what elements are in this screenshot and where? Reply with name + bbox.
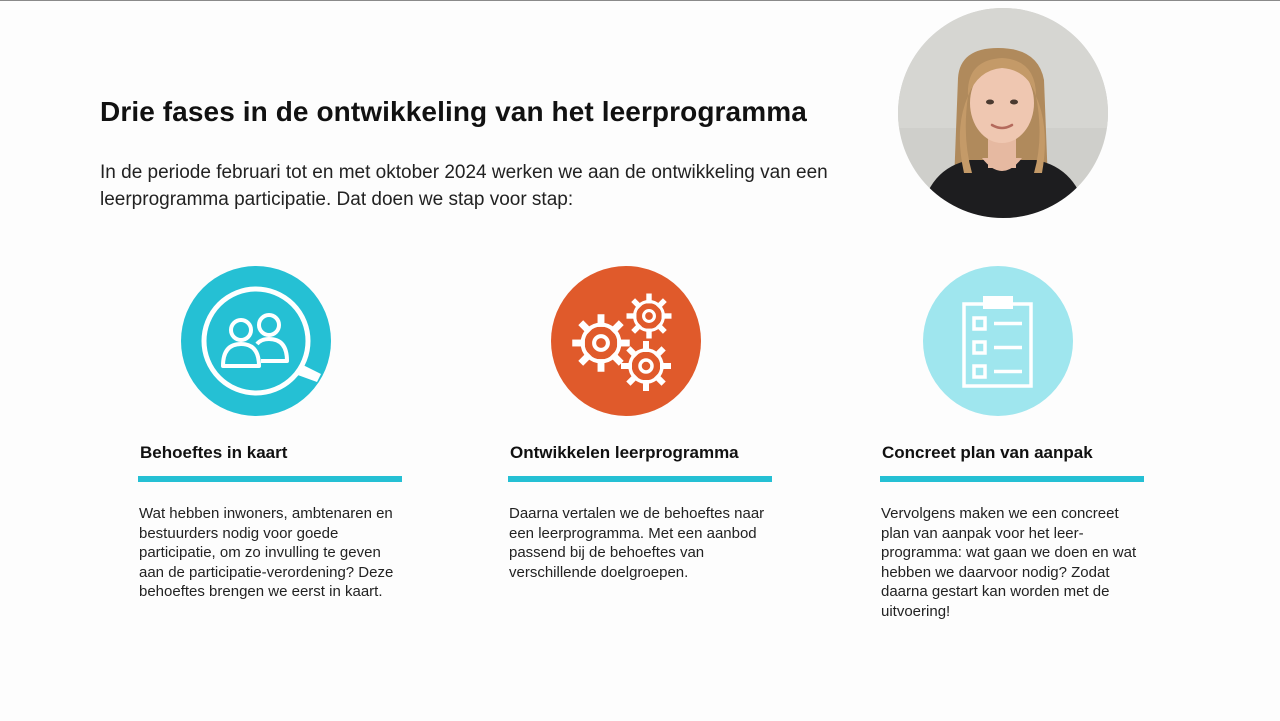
phase-card-2 [508, 266, 772, 636]
phase-description: Wat hebben inwoners, ambtenaren en bestuurders nodig voor goede participatie, om zo invulling te geven aan de participatie-verordening? Deze behoeftes brengen we eerst in kaart. [139, 505, 394, 600]
phase-description: Daarna vertalen we de behoeftes naar een leerprogramma. Met een aanbod passend bij de behoeftes van verschillende doelgroepen. [509, 505, 765, 581]
phase-heading: Ontwikkelen leerprogramma [510, 443, 739, 462]
phase-heading: Concreet plan van aanpak [882, 443, 1093, 462]
people-search-icon [181, 266, 331, 416]
page-title: Drie fases in de ontwikkeling van het leerprogramma [100, 96, 807, 127]
accent-bar [880, 476, 1144, 482]
phase-description: Vervolgens maken we een concreet plan van aanpak voor het leer-programma: wat gaan we doen en wat hebben we daarvoor nodig? Zodat daarna gestart kan worden met de uitvoering! [881, 505, 1137, 620]
accent-bar [138, 476, 402, 482]
accent-bar [508, 476, 772, 482]
phase-card-1 [138, 266, 402, 636]
gears-icon [551, 266, 701, 416]
intro-text: In de periode februari tot en met oktober 2024 werken we aan de ontwikkeling van een leerprogramma participatie. Dat doen we stap voor stap: [100, 162, 828, 210]
top-border-line [0, 0, 1280, 1]
presenter-video-avatar [898, 8, 1108, 218]
phase-card-3 [880, 266, 1144, 636]
clipboard-checklist-icon [923, 266, 1073, 416]
phase-heading: Behoeftes in kaart [140, 443, 288, 462]
